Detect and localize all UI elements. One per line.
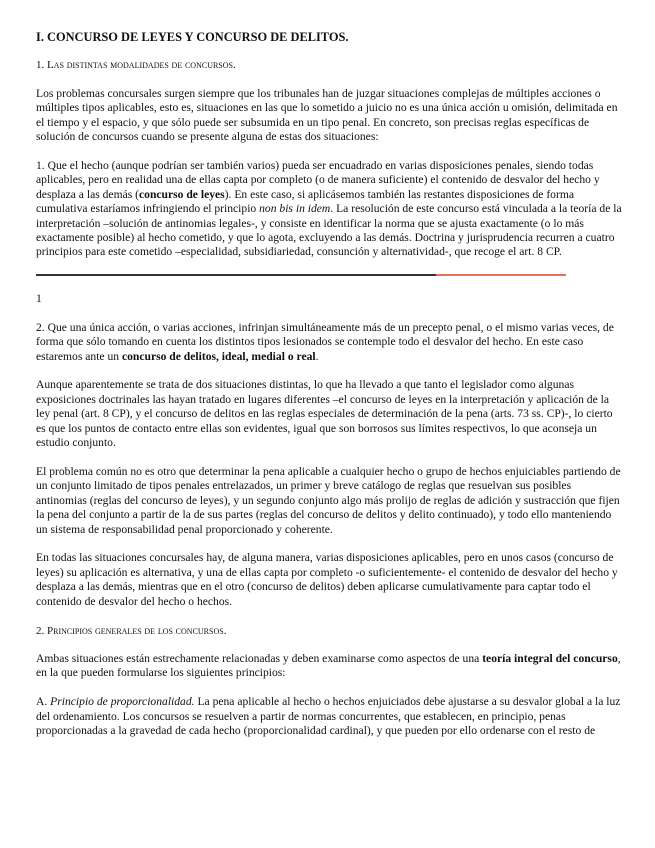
section-heading-2 [36, 624, 623, 638]
item-2-paragraph [36, 321, 623, 364]
italic-term: Principio de proporcionalidad. [50, 695, 195, 709]
text-run: A. [36, 695, 51, 709]
section-label: Las distintas modalidades de concursos. [47, 59, 236, 72]
page-break-accent [436, 274, 566, 276]
paragraph-5: En todas las situaciones concursales hay, de alguna manera, varias disposiciones aplicables, pero en unos casos (concurso de leyes) su aplicación es alternativa, y una de ellas capta por completo -o suficientemente- el contenido de desvalor del hecho y desplaza a las demás, mientras que en el otro (concurso de delitos) deben aplicarse cumulativamente para captar todo el contenido de desvalor del hecho o hechos. [36, 551, 618, 608]
text-run: La pena aplicable al hecho o hechos enjuiciados debe ajustarse a su desvalor global a la luz del ordenamiento. Los concursos se resuelven a partir de normas concurrentes, que establecen, en principio, penas proporcionadas a la gravedad de cada hecho (proporcionalidad cardinal), y que pueden por ello ordenarse con el resto de [36, 695, 621, 738]
section-label: Principios generales de los concursos. [47, 624, 227, 637]
italic-term: non bis in idem [259, 202, 331, 216]
intro-paragraph: Los problemas concursales surgen siempre que los tribunales han de juzgar situaciones complejas de múltiples acciones o múltiples tipos aplicables, esto es, situaciones en las que lo sometido a juicio no es una única acción u omisión, delimitada en el tiempo y el espacio, y que sólo puede ser subsumida en un tipo penal. En concreto, son precisas reglas específicas de solución de concursos cuando se presente alguna de estas dos situaciones: [36, 86, 618, 144]
paragraph-4: El problema común no es otro que determinar la pena aplicable a cualquier hecho o grupo de hechos enjuiciables partiendo de un conjunto limitado de tipos penales entrelazados, un primer y breve catálogo de reglas que resuelvan sus posibles antinomias (reglas del concurso de leyes), y un segundo conjunto algo más prolijo de reglas de adición y sustracción que fijen la pena del conjunto a partir de la de sus partes (reglas del concurso de delitos y delito continuado), y todo ello manteniendo un sistema de responsabilidad penal proporcionado y coherente. [36, 464, 621, 536]
text-run: Ambas situaciones están estrechamente relacionadas y deben examinarse como aspectos de una [36, 652, 483, 665]
paragraph-7 [36, 695, 623, 738]
paragraph-3: Aunque aparentemente se trata de dos situaciones distintas, lo que ha llevado a que tanto el legislador como algunas exposiciones doctrinales las hayan tratado en lugares diferentes –el concurso de leyes en la interpretación y aplicación de la ley penal (art. 8 CP), y el concurso de delitos en las reglas especiales de determinación de la pena (arts. 73 ss. CP)-, lo cierto es que los puntos de contacto entre ellas son evidentes, igual que son borrosos sus límites respectivos, lo que aconseja un estudio conjunto. [36, 378, 613, 450]
text-run: 2. Que una única acción, o varias acciones, infrinjan simultáneamente más de un precepto penal, o el mismo varias veces, de forma que sólo tomando en cuenta los distintos tipos lesionados se contemple todo el desvalor del hecho. En este caso estaremos ante un [36, 320, 614, 363]
page-number: 1 [36, 292, 42, 306]
bold-term: concurso de delitos, ideal, medial o real [121, 349, 316, 363]
bold-term: concurso de leyes [139, 187, 225, 201]
text-run: . La resolución de este concurso está vinculada a la teoría de la interpretación –solución de antinomias legales-, y consiste en identificar la norma que se ajusta exactamente (o lo más exactamente posible) al hecho cometido, y que lo agota, excluyendo a las demás. Doctrina y jurisprudencia recurren a cuatro principios para este cometido –especialidad, subsidiariedad, consunción y alternatividad-, que recoge el art. 8 CP. [36, 202, 622, 259]
section-number: 2. [36, 624, 47, 637]
page-break-rule [36, 274, 566, 276]
paragraph-6 [36, 652, 623, 681]
text-run: , en la que pueden formularse los siguientes principios: [36, 652, 621, 680]
section-number: 1. [36, 59, 47, 72]
text-run: ). En este caso, si aplicásemos también las restantes disposiciones de forma cumulativa estaríamos infringiendo el principio [36, 187, 574, 216]
bold-term: teoría integral del concurso [482, 652, 618, 665]
document-title: I. CONCURSO DE LEYES Y CONCURSO DE DELITOS. [36, 30, 349, 44]
item-1-paragraph [36, 159, 623, 260]
section-heading-1 [36, 58, 623, 72]
text-run: . [315, 349, 319, 363]
text-run: 1. Que el hecho (aunque podrían ser también varios) pueda ser encuadrado en varias disposiciones penales, siendo todas aplicables, pero en realidad una de ellas capta por completo (o de manera suficiente) el contenido de desvalor del hecho y desplaza a las demás ( [36, 158, 600, 201]
